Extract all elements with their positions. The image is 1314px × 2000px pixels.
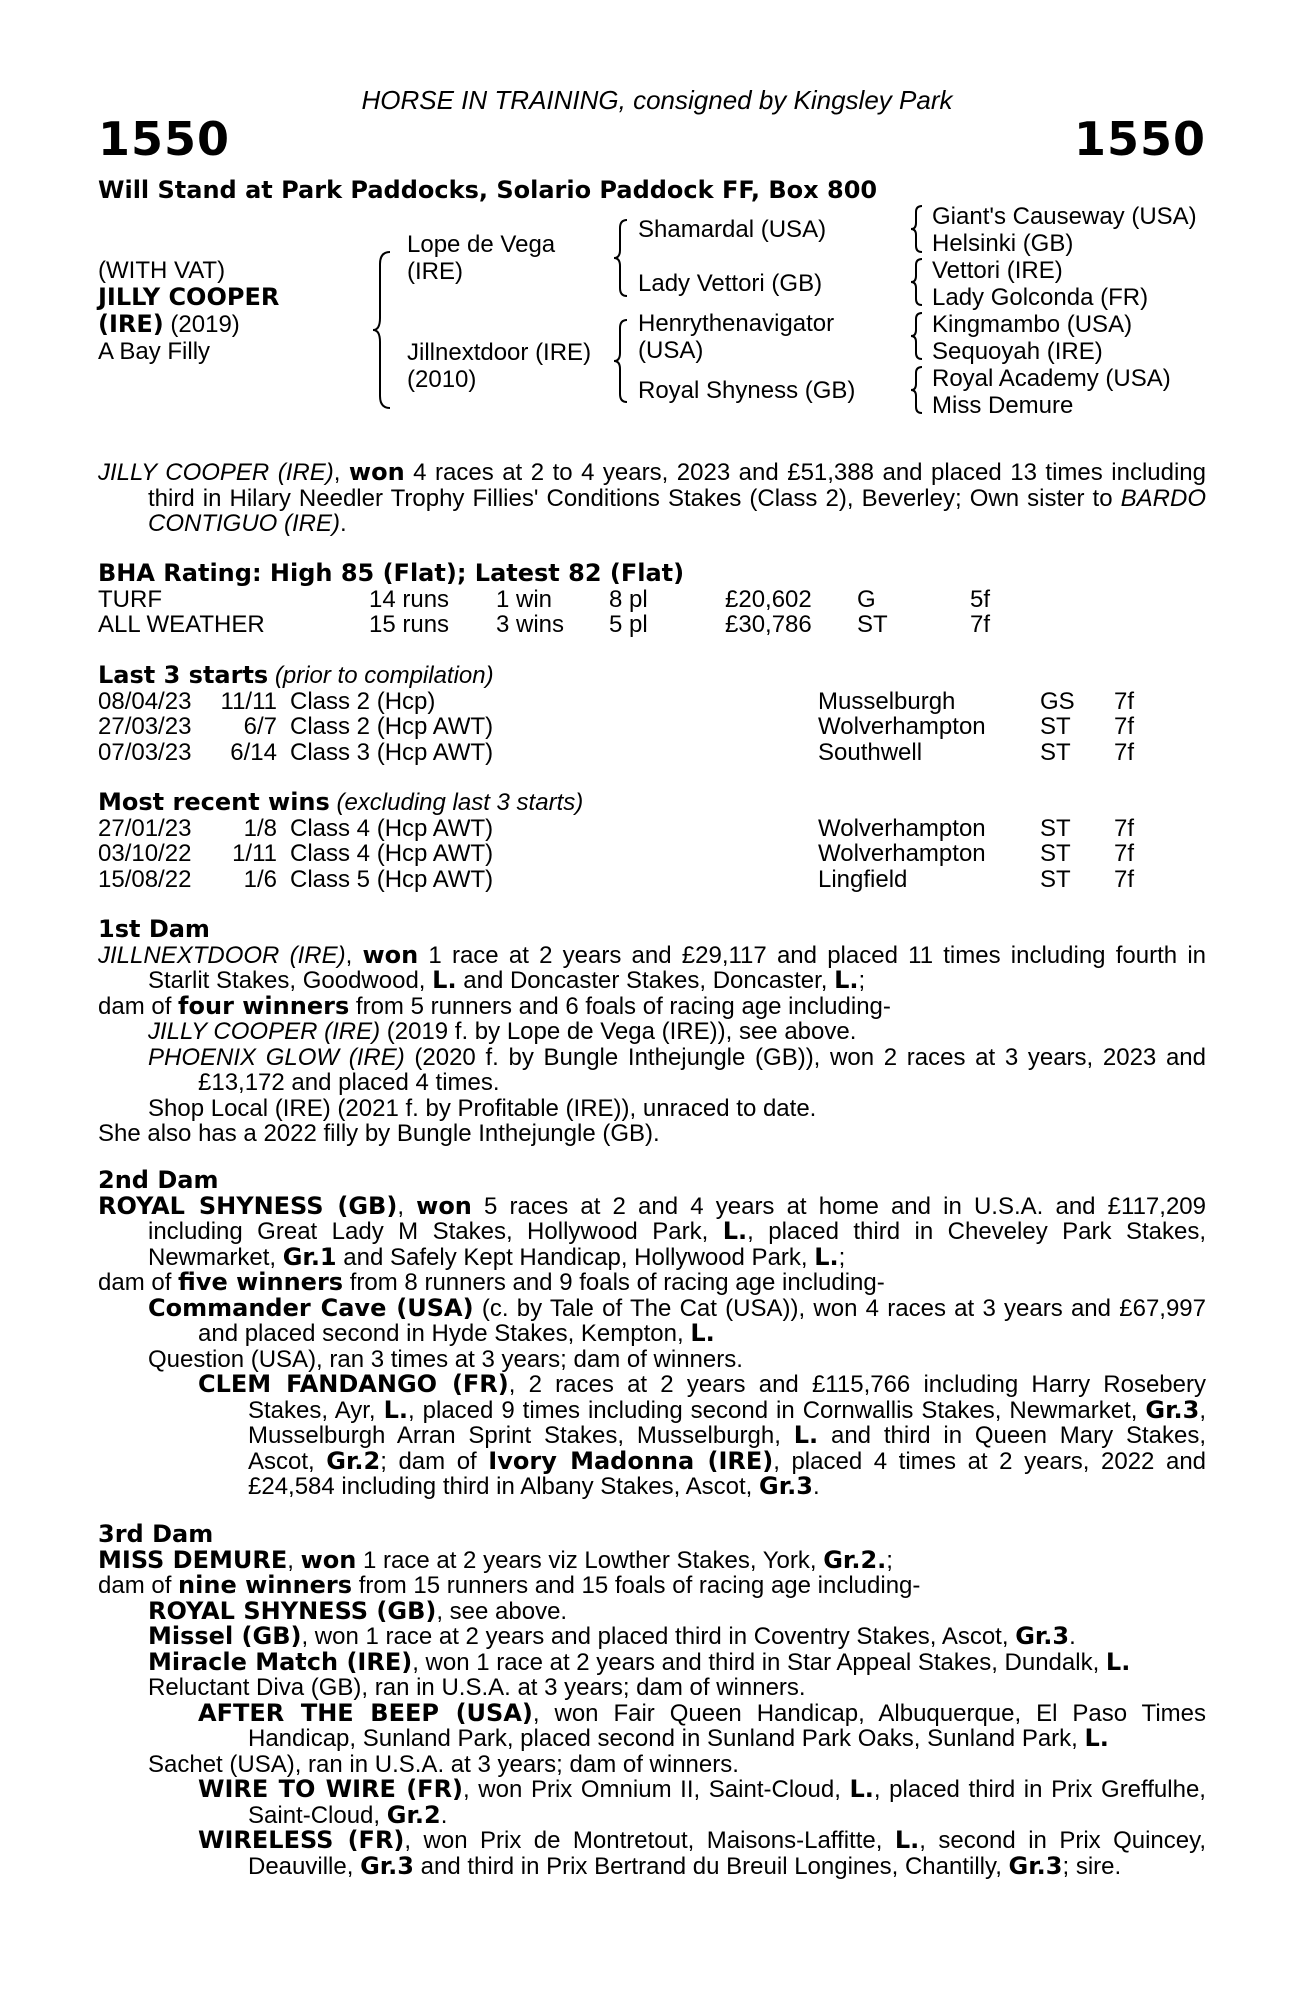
listed-marker: L.: [814, 1242, 839, 1271]
rating-runs: 15 runs: [369, 611, 450, 638]
summary-won: won: [348, 458, 405, 486]
great-grandparents-dam-line: [932, 311, 1171, 419]
pedigree-brace-dam: [612, 318, 630, 404]
second-dam-produce: [98, 1270, 1206, 1296]
rating-placed: 8 pl: [609, 585, 648, 613]
start-distance: 7f: [1114, 687, 1135, 715]
text: from 15 runners and 15 foals of racing age including-: [352, 1572, 921, 1599]
text: (2019 f. by Lope de Vega (IRE)), see above.: [380, 1018, 857, 1045]
text: , placed third in Prix Greffulhe, Saint-Cloud,: [248, 1776, 1206, 1829]
last-three-heading-line: [98, 663, 1206, 689]
won-label: won: [416, 1191, 472, 1220]
text: , Musselburgh Arran Sprint Stakes, Musselburgh,: [248, 1396, 1206, 1449]
text: dam of: [98, 992, 179, 1020]
dam: [407, 339, 591, 393]
text: , won Prix Omnium II, Saint-Cloud,: [463, 1776, 850, 1803]
win-row: [98, 841, 1206, 867]
offspring-entry: Shop Local (IRE) (2021 f. by Profitable (IRE)), unraced to date.: [148, 1094, 817, 1122]
horse-name: JILLY COOPER: [98, 283, 280, 311]
text: ; sire.: [1062, 1852, 1122, 1880]
rating-money: £20,602: [725, 585, 812, 613]
start-going: GS: [1040, 687, 1075, 715]
offspring-name: Ivory Madonna (IRE): [488, 1446, 774, 1475]
text: (c. by Tale of The Cat (USA)), won 4 races at 3 years and £67,997 and placed second in Hyde Stakes, Kempton,: [198, 1294, 1207, 1347]
listed-marker: L.: [432, 966, 457, 994]
second-dam-section: [98, 1168, 1206, 1500]
rating-surface: ALL WEATHER: [98, 611, 265, 638]
offspring-entry: [98, 1019, 1206, 1045]
grand-offspring-entry: [98, 1828, 1206, 1879]
sire-name: Lope de Vega: [407, 231, 556, 258]
gg-ddam-sire: Royal Academy (USA): [932, 365, 1171, 392]
start-position: 6/7: [243, 713, 277, 740]
offspring-entry: Reluctant Diva (GB), ran in U.S.A. at 3 years; dam of winners.: [148, 1674, 806, 1701]
offspring-entry: [98, 1045, 1206, 1096]
text: , 2 races at 2 years and £115,766 including Harry Rosebery Stakes, Ayr,: [248, 1371, 1206, 1424]
text: , won Fair Queen Handicap, Albuquerque, El Paso Times Handicap, Sunland Park, placed second in Sunland Park Oaks, Sunland Park,: [248, 1699, 1207, 1752]
second-dam-name: ROYAL SHYNESS (GB): [98, 1191, 398, 1220]
text: , second in Prix Quincey, Deauville,: [248, 1827, 1207, 1880]
dam-name: Jillnextdoor (IRE): [407, 339, 592, 366]
win-going: ST: [1040, 865, 1071, 893]
win-race: Class 4 (Hcp AWT): [290, 840, 494, 867]
start-date: 27/03/23: [98, 713, 192, 740]
sire-dam: Lady Vettori (GB): [638, 270, 823, 297]
horse-country: (IRE): [98, 310, 164, 338]
win-date: 15/08/22: [98, 865, 192, 893]
start-course: Southwell: [818, 738, 923, 766]
text: , placed third in Cheveley Park Stakes, Newmarket,: [148, 1218, 1206, 1271]
text: ;: [858, 967, 866, 994]
pedigree-brace-gg3: [910, 311, 924, 361]
winners-count: five winners: [178, 1268, 344, 1296]
sire-country: (IRE): [407, 258, 463, 285]
text: 1 race at 2 years and £29,117 and placed 11 times including fourth in Starlit Stakes, Goodwood,: [148, 941, 1206, 994]
text: , see above.: [436, 1597, 568, 1625]
gg-dsire-dam: Sequoyah (IRE): [932, 338, 1103, 365]
offspring-entry: [98, 1624, 1206, 1650]
winners-count: nine winners: [178, 1571, 353, 1599]
sire: [407, 231, 555, 285]
bha-rating-section: [98, 561, 1206, 638]
offspring-name: ROYAL SHYNESS (GB): [148, 1596, 437, 1625]
start-going: ST: [1040, 738, 1071, 766]
text: 5 races at 2 and 4 years at home and in U.S.A. and £117,209 including Great Lady M Stakes, Hollywood Park,: [148, 1192, 1206, 1245]
text: 1 race at 2 years viz Lowther Stakes, York,: [356, 1546, 824, 1574]
second-dam-heading: 2nd Dam: [98, 1166, 219, 1194]
win-position: 1/11: [232, 840, 277, 867]
dam-year: (2010): [407, 366, 477, 393]
offspring-name: WIRELESS (FR): [198, 1826, 405, 1854]
first-dam-name: JILLNEXTDOOR (IRE): [98, 941, 346, 969]
gg-dam-dam: Lady Golconda (FR): [932, 284, 1149, 311]
text: from 5 runners and 6 foals of racing age including-: [349, 992, 891, 1020]
win-date: 03/10/22: [98, 840, 192, 867]
pedigree-brace-gg1: [910, 204, 924, 254]
group-marker: Gr.3: [759, 1472, 813, 1500]
offspring-entry: [98, 1647, 1206, 1676]
rating-money: £30,786: [725, 611, 812, 638]
start-row: [98, 714, 1206, 740]
rating-row: [98, 587, 1206, 613]
first-dam-section: [98, 917, 1206, 1147]
text: ;: [838, 1243, 846, 1271]
third-dam-produce: [98, 1573, 1206, 1599]
listed-marker: L.: [793, 1421, 819, 1449]
text: ;: [886, 1546, 893, 1574]
start-race: Class 2 (Hcp): [290, 687, 436, 715]
offspring-name: Commander Cave (USA): [148, 1293, 474, 1322]
offspring-name: WIRE TO WIRE (FR): [198, 1775, 464, 1803]
start-course: Wolverhampton: [818, 713, 986, 740]
third-dam-heading: 3rd Dam: [98, 1520, 214, 1548]
start-row: [98, 740, 1206, 766]
pedigree-brace-main: [370, 250, 394, 410]
gg-dam-sire: Vettori (IRE): [932, 257, 1063, 284]
listed-marker: L.: [1084, 1724, 1109, 1752]
dam-sire: [638, 310, 834, 364]
third-dam-record: MISS DEMURE, won 1 race at 2 years viz Lowther Stakes, York, Gr.2.;: [98, 1545, 893, 1574]
pedigree-brace-gg2: [910, 257, 924, 307]
listed-marker: L.: [849, 1775, 874, 1803]
last-three-heading: Last 3 starts: [98, 661, 269, 689]
third-dam-name: MISS DEMURE: [98, 1545, 288, 1574]
recent-wins-heading-line: [98, 790, 1206, 816]
win-course: Wolverhampton: [818, 840, 986, 867]
win-race: Class 5 (Hcp AWT): [290, 865, 494, 893]
gg-sire-dam: Helsinki (GB): [932, 230, 1074, 257]
text: .: [440, 1801, 448, 1829]
text: dam of: [98, 1572, 179, 1599]
text: from 8 runners and 9 foals of racing age including-: [343, 1269, 885, 1296]
win-course: Lingfield: [818, 865, 908, 893]
listed-marker: L.: [383, 1395, 408, 1424]
won-label: won: [300, 1545, 357, 1574]
pedigree-brace-gg4: [910, 365, 924, 415]
group-marker: Gr.2: [386, 1800, 441, 1829]
offspring-entry: [98, 1596, 1206, 1625]
rating-distance: 5f: [970, 585, 991, 613]
text: dam of: [98, 1269, 179, 1296]
lot-number-left: 1550: [98, 112, 231, 166]
first-dam-produce: [98, 991, 1206, 1020]
sire-sire: Shamardal (USA): [638, 216, 827, 243]
text: , won 1 race at 2 years and third in Star Appeal Stakes, Dundalk,: [412, 1648, 1106, 1676]
offspring-note: She also has a 2022 filly by Bungle Inthejungle (GB).: [98, 1120, 660, 1147]
win-course: Wolverhampton: [818, 814, 986, 842]
rating-row: [98, 612, 1206, 638]
first-dam-record: JILLNEXTDOOR (IRE), won 1 race at 2 years and £29,117 and placed 11 times including fourth in Starlit Stakes, Goodwood, L. and Doncaster Stakes, Doncaster, L.;: [98, 940, 1206, 994]
rating-going: ST: [857, 611, 888, 638]
text: .: [1069, 1623, 1076, 1650]
win-going: ST: [1040, 814, 1071, 842]
second-dam-record: ROYAL SHYNESS (GB), won 5 races at 2 and 4 years at home and in U.S.A. and £117,209 including Great Lady M Stakes, Hollywood Park, L., placed third in Cheveley Park Stakes, Newmarket, Gr.1 and Safely Kept Handicap, Hollywood Park, L.;: [98, 1191, 1206, 1271]
text: , placed 4 times at 2 years, 2022 and £24,584 including third in Albany Stakes, Ascot,: [248, 1447, 1207, 1500]
win-distance: 7f: [1114, 814, 1135, 842]
great-grandparents-sire-line: [932, 203, 1197, 311]
group-marker: Gr.2: [326, 1446, 381, 1475]
text: , won Prix de Montretout, Maisons-Laffitte,: [404, 1827, 895, 1854]
text: , won 1 race at 2 years and placed third in Coventry Stakes, Ascot,: [301, 1623, 1016, 1650]
race-record-summary: [98, 460, 1206, 537]
last-three-starts-section: [98, 663, 1206, 765]
offspring-entry: [98, 1293, 1207, 1347]
rating-surface: TURF: [98, 585, 162, 613]
listed-marker: L.: [894, 1826, 920, 1854]
win-distance: 7f: [1114, 865, 1135, 893]
offspring-name: Missel (GB): [148, 1622, 302, 1650]
gg-sire-sire: Giant's Causeway (USA): [932, 203, 1197, 230]
bha-rating-heading: BHA Rating: High 85 (Flat); Latest 82 (Flat): [98, 559, 685, 587]
dam-dam: Royal Shyness (GB): [638, 377, 856, 404]
consignor-title: HORSE IN TRAINING, consigned by Kingsley Park: [361, 85, 953, 115]
group-marker: Gr.2.: [823, 1545, 887, 1574]
recent-wins-section: [98, 790, 1206, 892]
start-distance: 7f: [1114, 713, 1135, 740]
listed-marker: L.: [834, 966, 859, 994]
dam-sire-name: Henrythenavigator: [638, 310, 835, 337]
start-going: ST: [1040, 713, 1071, 740]
win-row: [98, 867, 1206, 893]
offspring-name: PHOENIX GLOW (IRE): [148, 1043, 405, 1071]
start-date: 07/03/23: [98, 738, 192, 766]
rating-distance: 7f: [970, 611, 991, 638]
start-position: 11/11: [220, 687, 277, 715]
horse-description: A Bay Filly: [98, 338, 211, 365]
first-dam-heading: 1st Dam: [98, 915, 210, 943]
vat-label: (WITH VAT): [98, 257, 226, 284]
horse-identity: [98, 257, 279, 365]
text: and Safely Kept Handicap, Hollywood Park,: [336, 1243, 815, 1271]
listed-marker: L.: [690, 1319, 715, 1347]
rating-wins: 1 win: [496, 585, 553, 613]
rating-going: G: [857, 585, 876, 613]
summary-body: 4 races at 2 to 4 years, 2023 and £51,388 and placed 13 times including third in Hilary Needler Trophy Fillies' Conditions Stakes (Class 2), Beverley; Own sister to: [148, 459, 1207, 512]
lot-number-right: 1550: [1073, 112, 1206, 166]
text: and Doncaster Stakes, Doncaster,: [456, 967, 835, 994]
won-label: won: [362, 940, 419, 969]
group-marker: Gr.3: [360, 1851, 414, 1880]
text: and third in Prix Bertrand du Breuil Longines, Chantilly,: [414, 1852, 1009, 1880]
summary-horse-name: JILLY COOPER (IRE): [98, 459, 334, 486]
offspring-name: AFTER THE BEEP (USA): [198, 1698, 533, 1727]
text: (2020 f. by Bungle Inthejungle (GB)), won 2 races at 3 years, 2023 and £13,172 and placed 4 times.: [198, 1043, 1206, 1096]
start-distance: 7f: [1114, 738, 1135, 766]
text: and third in Queen Mary Stakes, Ascot,: [248, 1422, 1206, 1475]
grand-offspring-entry: [98, 1372, 1206, 1500]
summary-text: JILLY COOPER (IRE), won 4 races at 2 to 4 years, 2023 and £51,388 and placed 13 times including third in Hilary Needler Trophy Fillies' Conditions Stakes (Class 2), Beverley; Own sister to BARDO CONTIGUO (IRE).: [98, 458, 1207, 537]
win-distance: 7f: [1114, 840, 1135, 867]
rating-wins: 3 wins: [496, 611, 565, 638]
rating-runs: 14 runs: [369, 585, 450, 613]
dam-sire-country: (USA): [638, 337, 704, 364]
offspring-name: JILLY COOPER (IRE): [148, 1018, 381, 1045]
offspring-entry: Sachet (USA), ran in U.S.A. at 3 years; dam of winners.: [148, 1750, 739, 1778]
win-position: 1/8: [243, 814, 277, 842]
offspring-entry: Question (USA), ran 3 times at 3 years; dam of winners.: [148, 1345, 743, 1373]
grand-offspring-entry: [98, 1777, 1206, 1828]
win-going: ST: [1040, 840, 1071, 867]
start-race: Class 3 (Hcp AWT): [290, 738, 494, 766]
win-position: 1/6: [243, 865, 277, 893]
rating-placed: 5 pl: [609, 611, 648, 638]
horse-year: (2019): [163, 311, 240, 338]
start-row: [98, 689, 1206, 715]
win-date: 27/01/23: [98, 814, 192, 842]
win-row: [98, 816, 1206, 842]
text: ; dam of: [380, 1447, 489, 1475]
summary-end: .: [340, 510, 347, 537]
offspring-name: Miracle Match (IRE): [148, 1647, 413, 1676]
gg-dsire-sire: Kingmambo (USA): [932, 311, 1133, 338]
recent-wins-note: (excluding last 3 starts): [329, 789, 584, 816]
last-three-note: (prior to compilation): [268, 662, 494, 689]
listed-marker: L.: [722, 1217, 748, 1245]
winners-count: four winners: [178, 991, 350, 1020]
group-marker: Gr.1: [282, 1242, 337, 1271]
start-position: 6/14: [230, 738, 277, 766]
offspring-name: CLEM FANDANGO (FR): [198, 1370, 509, 1398]
text: , placed 9 times including second in Cornwallis Stakes, Newmarket,: [408, 1396, 1146, 1424]
listed-marker: L.: [1105, 1647, 1131, 1676]
group-marker: Gr.3: [1015, 1622, 1070, 1650]
win-race: Class 4 (Hcp AWT): [290, 814, 494, 842]
start-date: 08/04/23: [98, 687, 192, 715]
grand-offspring-entry: [98, 1698, 1207, 1752]
text: .: [812, 1473, 820, 1500]
third-dam-section: [98, 1522, 1206, 1879]
start-course: Musselburgh: [818, 687, 956, 715]
gg-ddam-dam: Miss Demure: [932, 392, 1074, 419]
group-marker: Gr.3: [1008, 1851, 1063, 1880]
stand-location: Will Stand at Park Paddocks, Solario Paddock FF, Box 800: [98, 176, 878, 204]
group-marker: Gr.3: [1145, 1395, 1200, 1424]
start-race: Class 2 (Hcp AWT): [290, 713, 494, 740]
horse-suffix-line: [98, 311, 279, 338]
recent-wins-heading: Most recent wins: [98, 788, 330, 816]
pedigree-brace-sire: [612, 218, 630, 298]
summary-sister: BARDO CONTIGUO (IRE): [148, 484, 1206, 537]
